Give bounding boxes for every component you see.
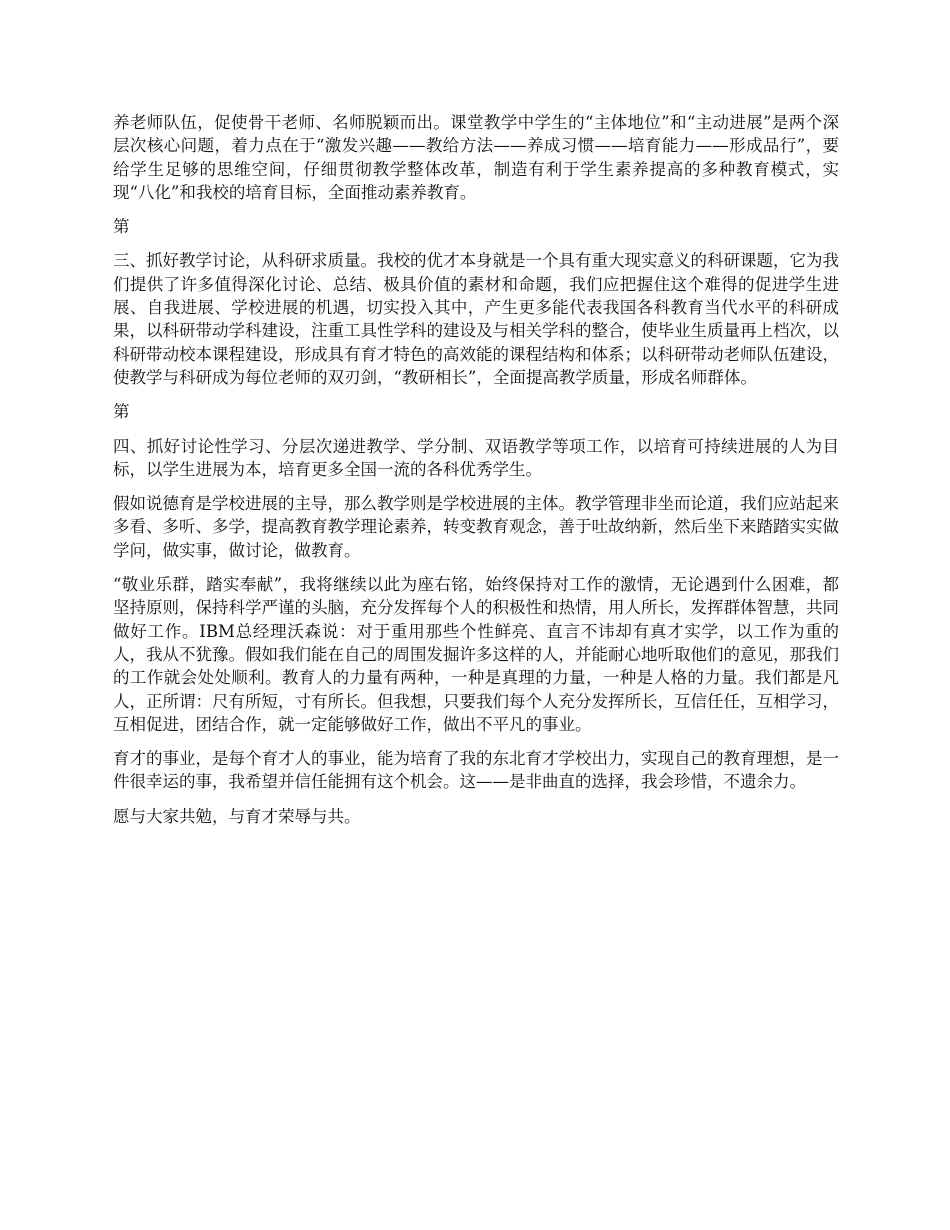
paragraph-teaching-management: 假如说德育是学校进展的主导，那么教学则是学校进展的主体。教学管理非坐而论道，我们应站起来多看、多听、多学，提高教育教学理论素养，转变教育观念，善于吐故纳新，然后坐下来踏踏实实做学问，做实事，做讨论，做教育。 (113, 494, 839, 560)
paragraph-motto: “敬业乐群，踏实奉献”，我将继续以此为座右铭，始终保持对工作的激情，无论遇到什么困难，都坚持原则，保持科学严谨的头脑，充分发挥每个人的积极性和热情，用人所长，发挥群体智慧，共同做好工作。IBM总经理沃森说：对于重用那些个性鲜亮、直言不讳却有真才实学，以工作为重的人，我从不犹豫。假如我们能在自己的周围发掘许多这样的人，并能耐心地听取他们的意见，那我们的工作就会处处顺利。教育人的力量有两种，一种是真理的力量，一种是人格的力量。我们都是凡人，正所谓：尺有所短，寸有所长。但我想，只要我们每个人充分发挥所长，互信任任，互相学习，互相促进，团结合作，就一定能够做好工作，做出不平凡的事业。 (113, 575, 839, 734)
paragraph-research: 三、抓好教学讨论，从科研求质量。我校的优才本身就是一个具有重大现实意义的科研课题，它为我们提供了许多值得深化讨论、总结、极具价值的素材和命题，我们应把握住这个难得的促进学生进展、自我进展、学校进展的机遇，切实投入其中，产生更多能代表我国各科教育当代水平的科研成果，以科研带动学科建设，注重工具性学科的建设及与相关学科的整合，使毕业生质量再上档次，以科研带动校本课程建设，形成具有育才特色的高效能的课程结构和体系；以科研带动老师队伍建设，使教学与科研成为每位老师的双刃剑，“教研相长”，全面提高教学质量，形成名师群体。 (113, 251, 839, 387)
paragraph-teacher-team: 养老师队伍，促使骨干老师、名师脱颖而出。课堂教学中学生的“主体地位”和“主动进展”是两个深层次核心问题，着力点在于“激发兴趣——教给方法——养成习惯——培育能力——形成品行”，要给学生足够的思维空间，仔细贯彻教学整体改革，制造有利于学生素养提高的多种教育模式，实现“八化”和我校的培育目标，全面推动素养教育。 (113, 113, 839, 202)
section-marker: 第 (113, 217, 130, 237)
paragraph-inquiry-learning: 四、抓好讨论性学习、分层次递进教学、学分制、双语教学等项工作，以培育可持续进展的人为目标，以学生进展为本，培育更多全国一流的各科优秀学生。 (113, 436, 839, 479)
paragraph-cause: 育才的事业，是每个育才人的事业，能为培育了我的东北育才学校出力，实现自己的教育理想，是一件很幸运的事，我希望并信任能拥有这个机会。这——是非曲直的选择，我会珍惜，不遗余力。 (113, 749, 839, 792)
paragraph-closing: 愿与大家共勉，与育才荣辱与共。 (113, 806, 361, 826)
section-marker: 第 (113, 402, 130, 422)
document-body (113, 111, 839, 839)
